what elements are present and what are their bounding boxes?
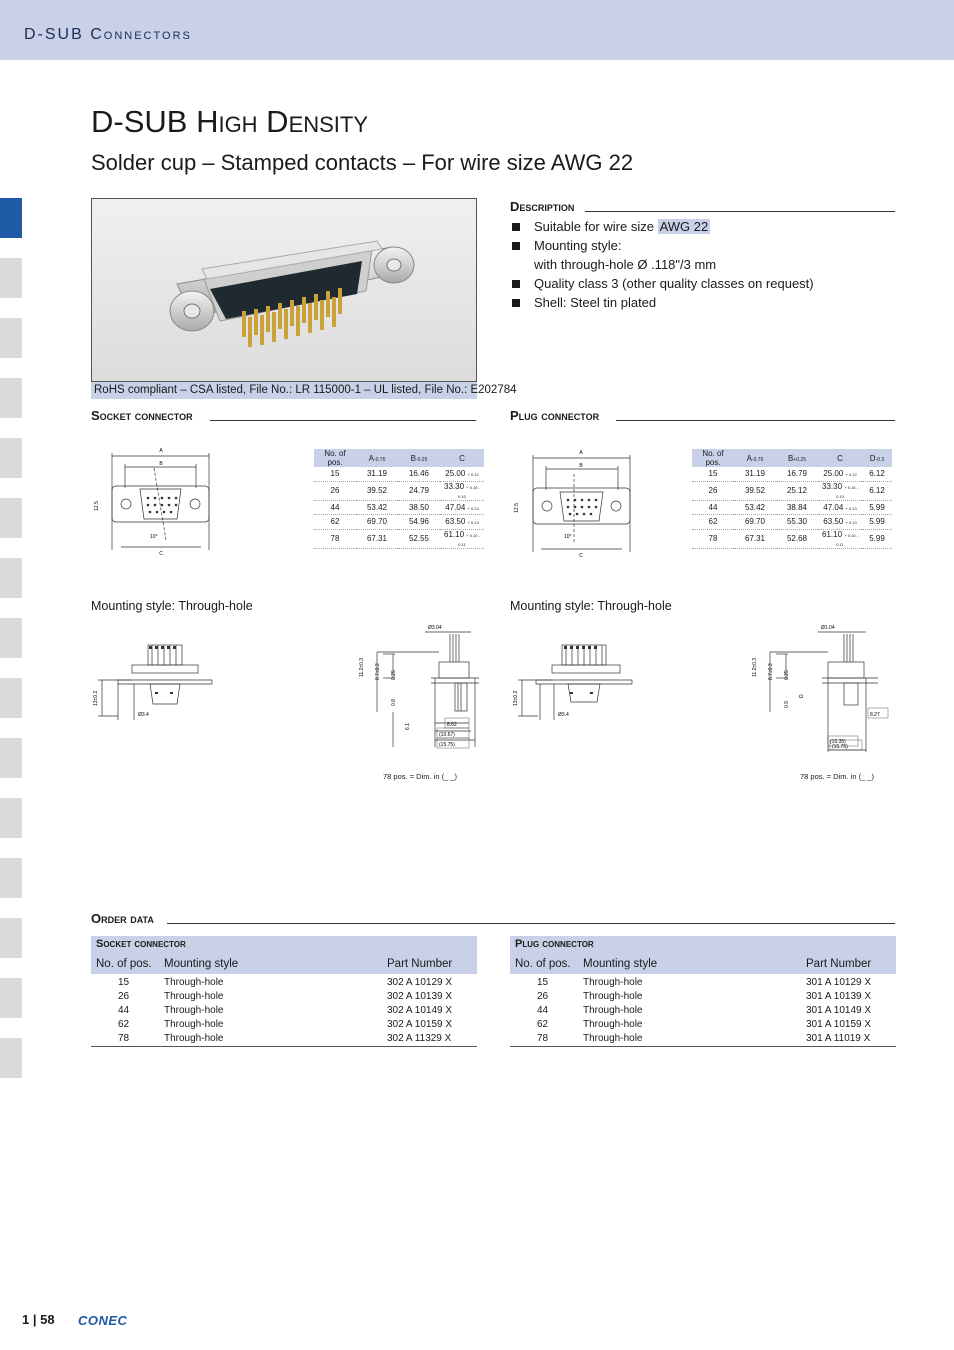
socket-connector-heading: Socket connector: [91, 408, 193, 423]
table-row: 15 Through-hole 301 A 10129 X: [537, 977, 872, 988]
quality-class-text: Quality class 3 (other quality classes on request): [534, 276, 814, 291]
plug-78pos-note: 78 pos. = Dim. in (_ _): [800, 772, 874, 781]
col-c: C: [818, 449, 862, 467]
table-row: 44 53.42 38.50 47.04 + 0.13: [314, 500, 484, 515]
mounting-style-detail: with through-hole Ø .118"/3 mm: [534, 257, 717, 272]
col-positions: No. of pos.: [314, 449, 356, 467]
table-row: 44 Through-hole 301 A 10149 X: [537, 1005, 872, 1016]
col-positions: No. of pos.: [692, 449, 734, 467]
page-subtitle: Solder cup – Stamped contacts – For wire size AWG 22: [91, 150, 634, 175]
side-tab[interactable]: [0, 858, 22, 898]
dim-13-label: 13±0.2: [513, 690, 519, 706]
col-a: A-0.76: [734, 449, 776, 467]
side-tab[interactable]: [0, 498, 22, 538]
col-positions: No. of pos.: [96, 958, 152, 970]
dim-a-label: A: [159, 448, 163, 454]
dim-c-label: C: [159, 551, 163, 557]
dim-13-label: 13±0.2: [93, 690, 99, 706]
socket-78pos-note: 78 pos. = Dim. in (_ _): [383, 772, 457, 781]
socket-connector-rule: [210, 419, 476, 421]
side-tab[interactable]: [0, 438, 22, 478]
dim-hole-label: Ø3.4: [138, 712, 149, 718]
socket-side-drawing: [88, 640, 218, 725]
bullet-icon: [512, 223, 520, 231]
dim-height: 11.2±0.3: [752, 657, 758, 677]
dim-1575: (15.75): [439, 742, 455, 748]
wire-size-text: Suitable for wire size: [534, 219, 658, 234]
side-tab[interactable]: [0, 798, 22, 838]
col-positions: No. of pos.: [515, 958, 571, 970]
rohs-caption: RoHS compliant – CSA listed, File No.: LR 115000-1 – UL listed, File No.: E202784: [91, 382, 477, 399]
section-title: D-SUB Connectors: [24, 26, 192, 43]
conec-logo: CONEC: [78, 1313, 128, 1328]
order-data-rule: [167, 922, 895, 924]
dim-height: 11.2±0.3: [359, 657, 365, 677]
table-row: 15 31.19 16.79 25.00 + 0.12 6.12: [692, 467, 892, 481]
table-row: 26 Through-hole 302 A 10139 X: [118, 991, 453, 1002]
plug-front-drawing: [508, 450, 638, 560]
product-photo: [91, 198, 477, 382]
dim-a-label: A: [579, 450, 583, 456]
col-part-number: Part Number: [387, 958, 453, 970]
side-tab[interactable]: [0, 618, 22, 658]
dim-025: 0.25: [784, 670, 790, 680]
plug-section-drawing: [748, 622, 898, 755]
order-data-heading: Order data: [91, 911, 154, 926]
dim-09: 0.9: [784, 701, 790, 708]
table-row: 44 Through-hole 302 A 10149 X: [118, 1005, 453, 1016]
dim-h-label: 12.5: [514, 503, 520, 513]
table-row: 78 67.31 52.55 61.10 + 0.10 - 0.11: [314, 529, 484, 548]
side-tab[interactable]: [0, 1038, 22, 1078]
angle-label: 10°: [150, 534, 158, 540]
description-rule: [585, 210, 895, 212]
col-c: C: [440, 449, 484, 467]
side-tab-active[interactable]: [0, 198, 22, 238]
list-item: [510, 217, 900, 236]
connector-photo-illustration: [92, 199, 476, 381]
dim-c-label: C: [579, 553, 583, 559]
col-part-number: Part Number: [806, 958, 872, 970]
table-row: 15 31.19 16.46 25.00 + 0.12: [314, 467, 484, 481]
dim-1575: (15.75): [832, 744, 848, 750]
table-row: 62 69.70 54.96 63.50 + 0.13: [314, 515, 484, 530]
table-row: 78 67.31 52.68 61.10 + 0.10 - 0.11 5.99: [692, 529, 892, 548]
plug-spec-table: [692, 449, 892, 549]
order-table-title: Socket connector: [96, 938, 186, 950]
table-row: 44 53.42 38.84 47.04 + 0.13 5.99: [692, 500, 892, 515]
table-row: 78 Through-hole 302 A 11329 X: [91, 1032, 477, 1047]
bullet-icon: [512, 299, 520, 307]
order-table-header: [91, 936, 477, 974]
dim-08: 0.8: [391, 699, 397, 706]
list-item: [510, 274, 900, 293]
dim-b-label: B: [579, 463, 583, 469]
page-title: D-SUB High Density: [91, 104, 369, 139]
dim-hole-label: Ø3.4: [558, 712, 569, 718]
dim-862: 8.62: [447, 722, 457, 728]
col-a: A-0.76: [356, 449, 398, 467]
socket-order-table: [91, 936, 477, 1047]
plug-connector-heading: Plug connector: [510, 408, 600, 423]
plug-side-drawing: [508, 640, 638, 725]
side-tab[interactable]: [0, 738, 22, 778]
list-item: [510, 293, 900, 312]
col-mounting: Mounting style: [164, 958, 239, 970]
col-b: B+0.25: [776, 449, 818, 467]
order-table-header: [510, 936, 896, 974]
table-row: 78 Through-hole 301 A 11019 X: [510, 1032, 896, 1047]
col-d: D-0.3: [862, 449, 892, 467]
side-tab[interactable]: [0, 258, 22, 298]
wire-size-highlight: AWG 22: [659, 219, 709, 234]
bullet-icon: [512, 242, 520, 250]
dim-h-label: 12.5: [94, 501, 100, 511]
table-row: 15 Through-hole 302 A 10129 X: [118, 977, 453, 988]
col-b: B-0.25: [398, 449, 440, 467]
side-tab[interactable]: [0, 678, 22, 718]
socket-section-drawing: [355, 622, 480, 755]
side-tab[interactable]: [0, 318, 22, 358]
list-item: [510, 236, 900, 274]
plug-connector-rule: [616, 419, 895, 421]
dim-body: 8.7±0.3: [768, 663, 774, 680]
side-tab[interactable]: [0, 978, 22, 1018]
table-row: 26 39.52 25.12 33.30 + 0.15 - 0.10 6.12: [692, 481, 892, 500]
angle-label: 10°: [564, 534, 572, 540]
plug-order-table: [510, 936, 896, 1047]
table-row: 62 Through-hole 302 A 10159 X: [118, 1019, 453, 1030]
side-tab[interactable]: [0, 558, 22, 598]
dim-b-label: B: [159, 461, 163, 467]
mounting-style-text: Mounting style:: [534, 238, 622, 253]
table-row: 26 39.52 24.79 33.30 + 0.15 - 0.10: [314, 481, 484, 500]
side-tab[interactable]: [0, 918, 22, 958]
dim-61: 6.1: [405, 723, 411, 730]
dim-d: D: [799, 694, 805, 698]
table-row: 62 Through-hole 301 A 10159 X: [537, 1019, 872, 1030]
socket-front-drawing: [88, 448, 218, 558]
side-tab[interactable]: [0, 378, 22, 418]
table-row: 62 69.70 55.30 63.50 + 0.13 5.99: [692, 515, 892, 530]
table-row: 26 Through-hole 301 A 10139 X: [537, 991, 872, 1002]
order-table-title: Plug connector: [515, 938, 594, 950]
description-list: [510, 217, 900, 312]
dim-pin-dia: Ø1.04: [821, 625, 835, 631]
dim-body: 8.7±0.3: [375, 663, 381, 680]
socket-mounting-label: Mounting style: Through-hole: [91, 599, 253, 613]
description-heading: Description: [510, 199, 575, 214]
socket-spec-table: [314, 449, 484, 549]
dim-025: 0.25: [391, 670, 397, 680]
dim-1035: (10.35): [830, 739, 846, 745]
col-mounting: Mounting style: [583, 958, 658, 970]
plug-mounting-label: Mounting style: Through-hole: [510, 599, 672, 613]
shell-text: Shell: Steel tin plated: [534, 295, 657, 310]
dim-pin-dia: Ø3.04: [428, 625, 442, 631]
page-number: 1 | 58: [22, 1312, 55, 1327]
bullet-icon: [512, 280, 520, 288]
dim-1067: (10.67): [439, 732, 455, 738]
dim-827: 8.27: [870, 712, 880, 718]
